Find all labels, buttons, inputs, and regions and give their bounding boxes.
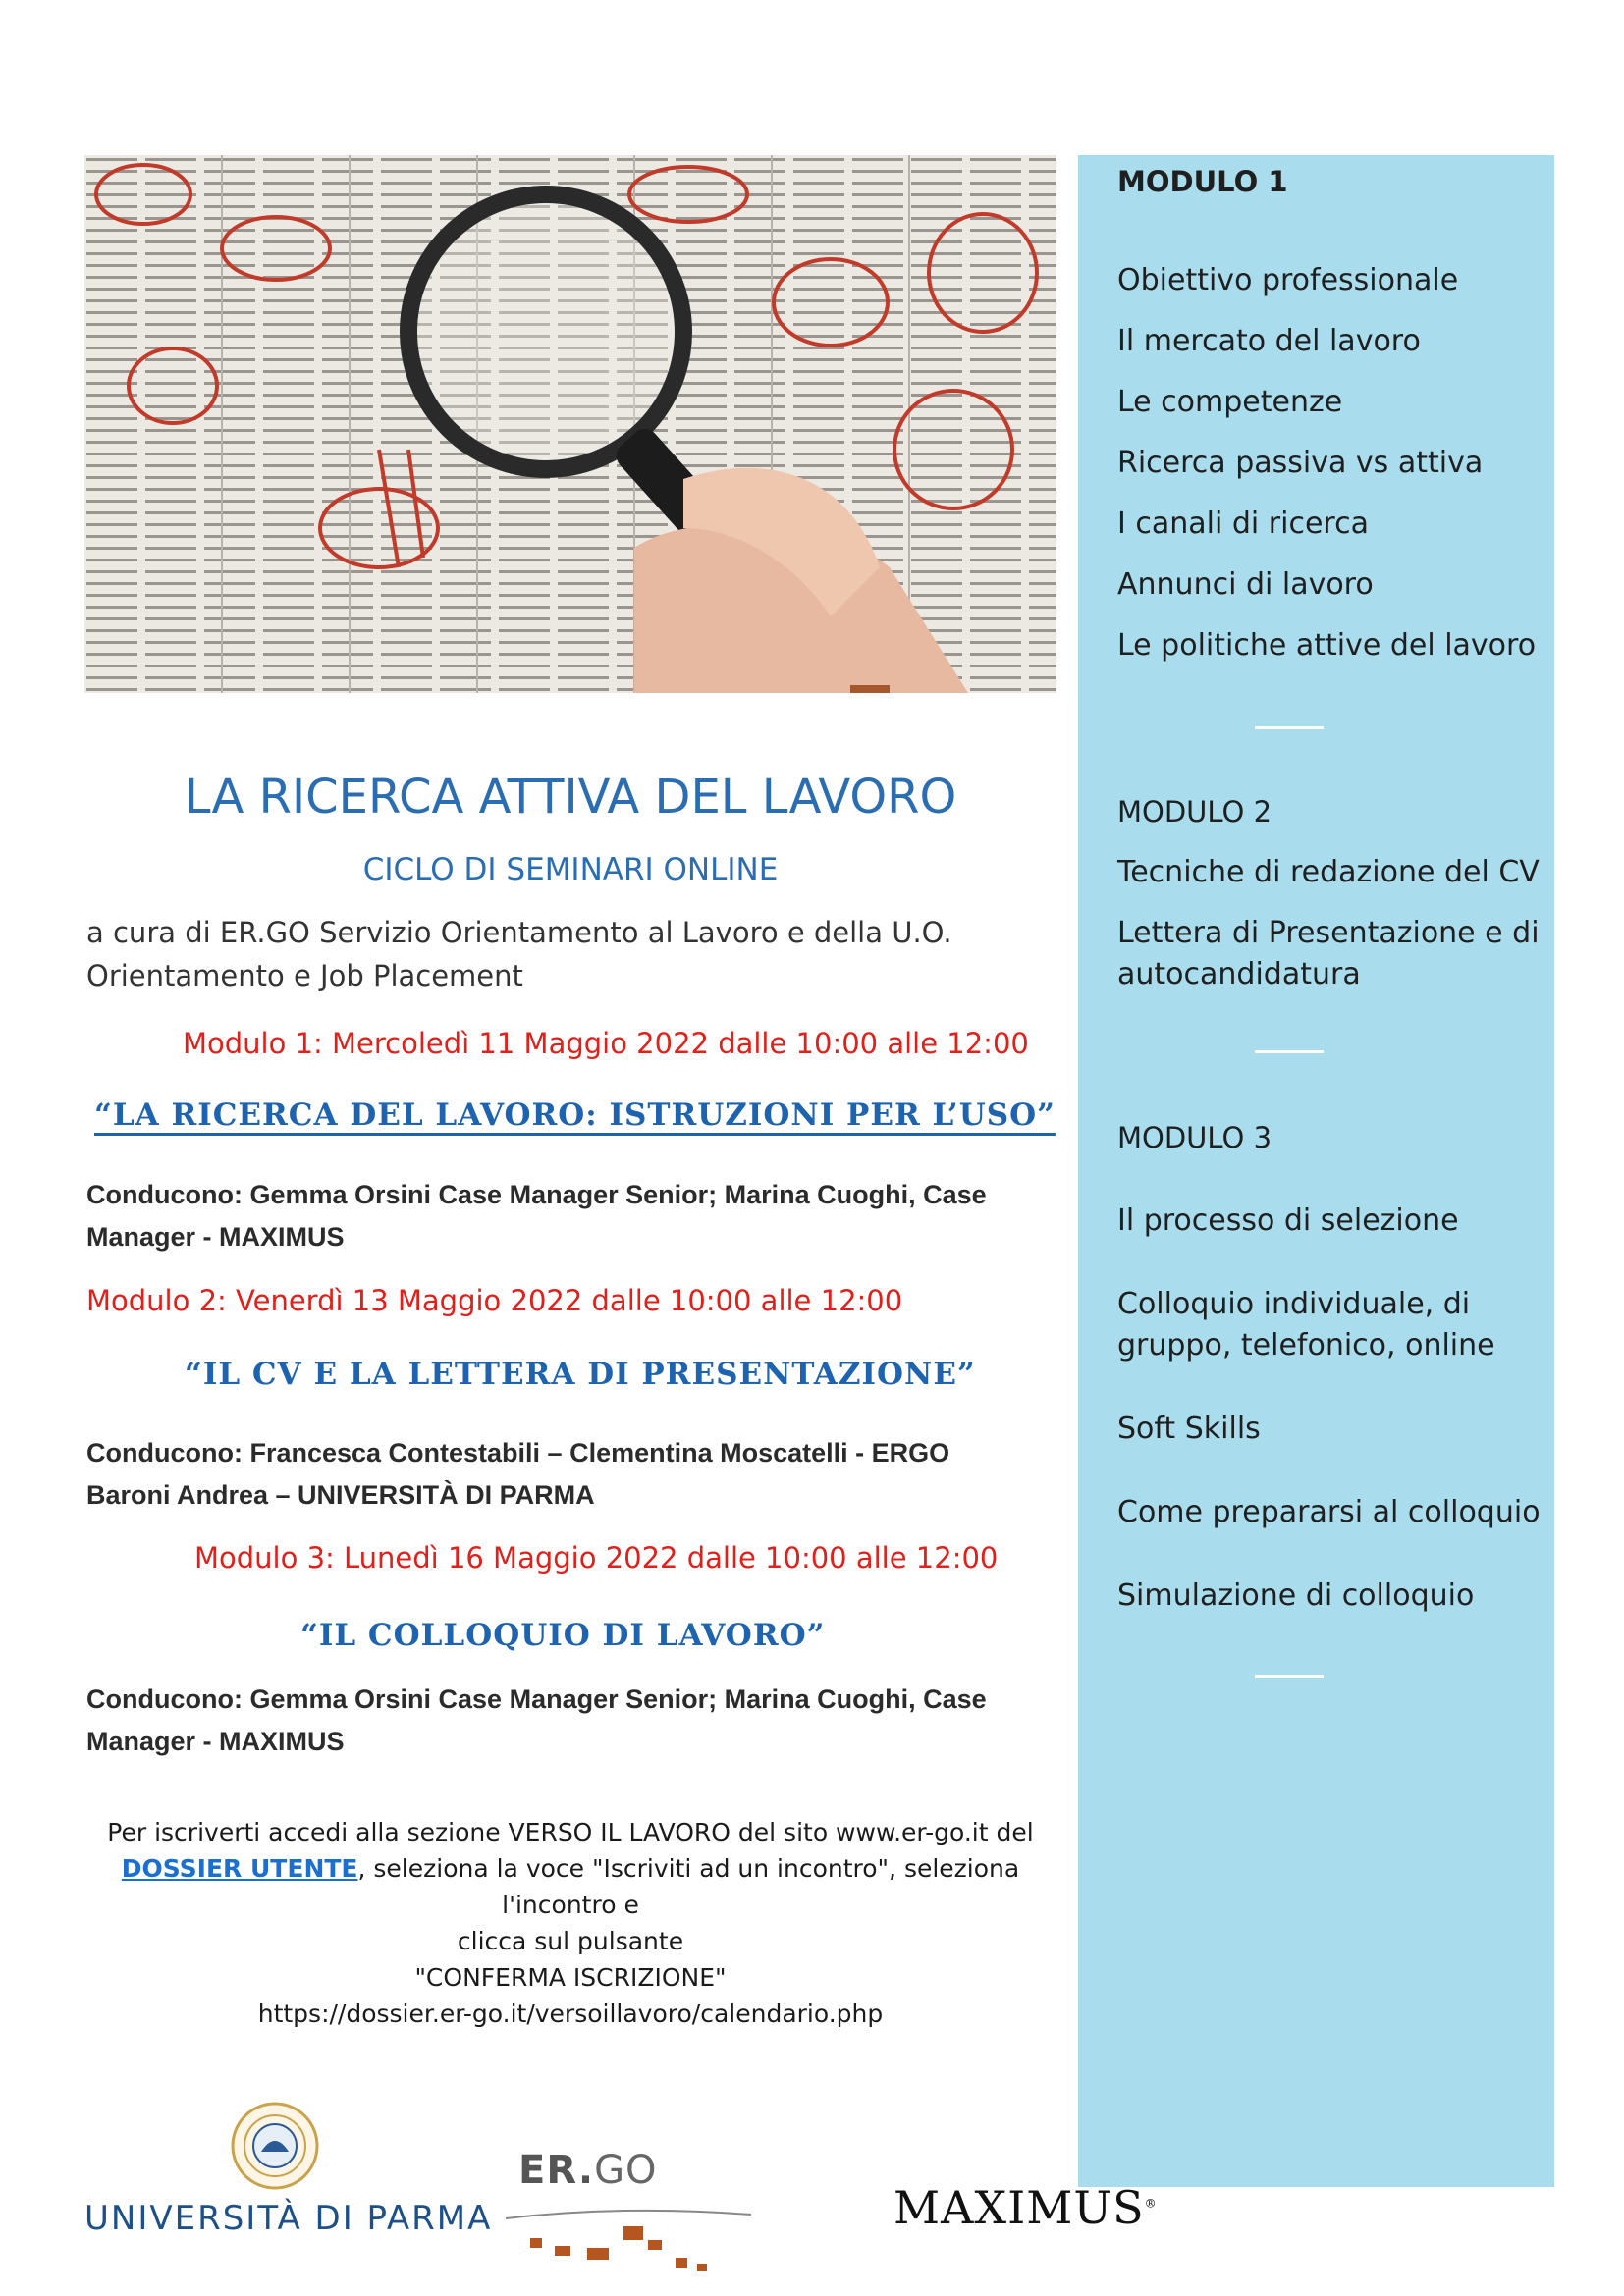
module1-item: I canali di ricerca	[1117, 507, 1369, 541]
session-date: Modulo 3: Lunedì 16 Maggio 2022 dalle 10:00 alle 12:00	[194, 1541, 999, 1575]
ergo-wordmark: ER.GO	[518, 2148, 658, 2193]
sidebar-program	[1078, 155, 1554, 2187]
module3-item: gruppo, telefonico, online	[1117, 1328, 1495, 1362]
leaders-line: Conducono: Francesca Contestabili – Clementina Moscatelli - ERGO	[86, 1438, 950, 1468]
organizer-text	[86, 911, 1058, 997]
module3-item: Soft Skills	[1117, 1412, 1261, 1446]
section-divider	[1255, 726, 1324, 729]
maximus-logo: MAXIMUS®	[893, 2181, 1158, 2234]
module2-item: autocandidatura	[1117, 957, 1361, 991]
session-title: “IL CV E LA LETTERA DI PRESENTAZIONE”	[185, 1357, 976, 1392]
leaders-line: Baroni Andrea – UNIVERSITÀ DI PARMA	[86, 1480, 595, 1510]
leaders-line: Manager - MAXIMUS	[86, 1222, 345, 1252]
module1-item: Le politiche attive del lavoro	[1117, 628, 1537, 663]
registration-line: Per iscriverti accedi alla sezione VERSO IL LAVORO del sito www.er-go.it del	[107, 1818, 1034, 1846]
registration-instructions	[84, 1814, 1056, 2032]
ergo-mark-icon	[501, 2179, 756, 2277]
module1-item: Obiettivo professionale	[1117, 263, 1459, 297]
registration-line	[84, 1850, 1056, 1923]
session-date: Modulo 1: Mercoledì 11 Maggio 2022 dalle 10:00 alle 12:00	[183, 1027, 1029, 1060]
module1-item: Annunci di lavoro	[1117, 567, 1374, 602]
module1-item: Il mercato del lavoro	[1117, 324, 1421, 358]
module1-item: Ricerca passiva vs attiva	[1117, 446, 1484, 480]
organizer-line: Orientamento e Job Placement	[86, 959, 523, 992]
leaders-line: Conducono: Gemma Orsini Case Manager Senior; Marina Cuoghi, Case	[86, 1684, 987, 1714]
registration-line: "CONFERMA ISCRIZIONE"	[414, 1963, 727, 1992]
section-divider	[1255, 1050, 1324, 1053]
leaders-line: Conducono: Gemma Orsini Case Manager Senior; Marina Cuoghi, Case	[86, 1180, 987, 1209]
organizer-line: a cura di ER.GO Servizio Orientamento al Lavoro e della U.O.	[86, 916, 952, 949]
page-title: LA RICERCA ATTIVA DEL LAVORO	[184, 770, 957, 825]
module3-item: Colloquio individuale, di	[1117, 1287, 1471, 1321]
university-seal-icon	[230, 2101, 320, 2191]
dossier-utente-link[interactable]: DOSSIER UTENTE	[121, 1854, 358, 1883]
universita-parma-logo	[84, 2101, 493, 2238]
module1-item: Le competenze	[1117, 385, 1343, 419]
session-title: “LA RICERCA DEL LAVORO: ISTRUZIONI PER L’USO”	[94, 1097, 1056, 1133]
session-title: “IL COLLOQUIO DI LAVORO”	[300, 1618, 826, 1653]
session-leaders	[86, 1679, 1058, 1763]
module3-item: Come prepararsi al colloquio	[1117, 1495, 1541, 1529]
module3-item: Il processo di selezione	[1117, 1203, 1459, 1238]
module2-heading: MODULO 2	[1117, 795, 1272, 828]
registration-text: , seleziona la voce "Iscriviti ad un incontro", seleziona l'incontro e	[357, 1854, 1020, 1919]
newspaper-magnifier-illustration	[84, 155, 1056, 693]
module2-item: Lettera di Presentazione e di	[1117, 916, 1540, 950]
module1-heading: MODULO 1	[1117, 165, 1288, 198]
hero-image	[84, 155, 1056, 693]
module3-item: Simulazione di colloquio	[1117, 1578, 1475, 1613]
section-divider	[1255, 1675, 1324, 1678]
leaders-line: Manager - MAXIMUS	[86, 1727, 345, 1756]
page-subtitle: CICLO DI SEMINARI ONLINE	[362, 852, 779, 887]
session-date: Modulo 2: Venerdì 13 Maggio 2022 dalle 10:00 alle 12:00	[86, 1284, 903, 1317]
ergo-logo	[501, 2140, 756, 2277]
university-name: UNIVERSITÀ DI PARMA	[84, 2199, 493, 2238]
registration-line: clicca sul pulsante	[457, 1927, 684, 1955]
module3-heading: MODULO 3	[1117, 1121, 1272, 1154]
module2-item: Tecniche di redazione del CV	[1117, 855, 1540, 889]
registration-url[interactable]: https://dossier.er-go.it/versoillavoro/calendario.php	[257, 2000, 884, 2028]
session-leaders	[86, 1432, 1058, 1517]
session-leaders	[86, 1174, 1058, 1258]
